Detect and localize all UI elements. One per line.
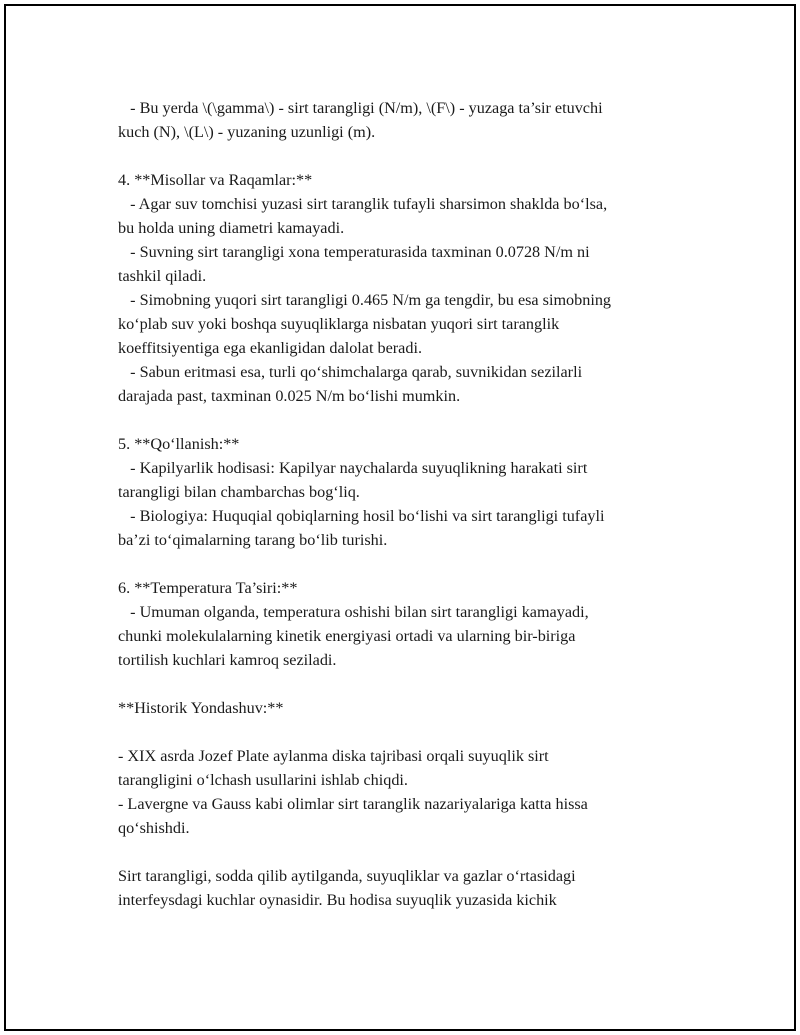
text-line: interfeysdagi kuchlar oynasidir. Bu hodisa suyuqlik yuzasida kichik bbox=[118, 891, 557, 909]
text-line: - XIX asrda Jozef Plate aylanma diska tajribasi orqali suyuqlik sirt bbox=[118, 747, 549, 765]
text-line: darajada past, taxminan 0.025 N/m bo‘lishi mumkin. bbox=[118, 387, 461, 405]
paragraph bbox=[118, 864, 698, 912]
paragraph bbox=[118, 576, 698, 672]
text-line: kuch (N), \(L\) - yuzaning uzunligi (m). bbox=[118, 123, 376, 141]
text-line: - Suvning sirt tarangligi xona temperaturasida taxminan 0.0728 N/m ni bbox=[118, 243, 590, 261]
text-line: ko‘plab suv yoki boshqa suyuqliklarga nisbatan yuqori sirt taranglik bbox=[118, 315, 560, 333]
text-line: Sirt tarangligi, sodda qilib aytilganda, suyuqliklar va gazlar o‘rtasidagi bbox=[118, 867, 576, 885]
text-line: - Biologiya: Huquqial qobiqlarning hosil bo‘lishi va sirt tarangligi tufayli bbox=[118, 507, 605, 525]
text-line: - Kapilyarlik hodisasi: Kapilyar naychalarda suyuqlikning harakati sirt bbox=[118, 459, 588, 477]
text-line: chunki molekulalarning kinetik energiyasi ortadi va ularning bir-biriga bbox=[118, 627, 576, 645]
text-line: 6. **Temperatura Ta’siri:** bbox=[118, 579, 298, 597]
paragraph bbox=[118, 168, 698, 408]
text-line: koeffitsiyentiga ega ekanligidan dalolat beradi. bbox=[118, 339, 423, 357]
text-line: ba’zi to‘qimalarning tarang bo‘lib turishi. bbox=[118, 531, 388, 549]
paragraph bbox=[118, 96, 698, 144]
paragraph bbox=[118, 744, 698, 840]
text-line: tortilish kuchlari kamroq seziladi. bbox=[118, 651, 337, 669]
document-body bbox=[118, 96, 698, 936]
text-line: 5. **Qo‘llanish:** bbox=[118, 435, 240, 453]
text-line: tarangligi bilan chambarchas bog‘liq. bbox=[118, 483, 360, 501]
text-line: - Agar suv tomchisi yuzasi sirt taranglik tufayli sharsimon shaklda bo‘lsa, bbox=[118, 195, 608, 213]
text-line: - Bu yerda \(\gamma\) - sirt tarangligi (N/m), \(F\) - yuzaga ta’sir etuvchi bbox=[118, 99, 603, 117]
text-line: - Simobning yuqori sirt tarangligi 0.465 N/m ga tengdir, bu esa simobning bbox=[118, 291, 612, 309]
text-line: tashkil qiladi. bbox=[118, 267, 207, 285]
paragraph bbox=[118, 432, 698, 552]
text-line: 4. **Misollar va Raqamlar:** bbox=[118, 171, 313, 189]
text-line: bu holda uning diametri kamayadi. bbox=[118, 219, 345, 237]
text-line: qo‘shishdi. bbox=[118, 819, 190, 837]
text-line: - Lavergne va Gauss kabi olimlar sirt taranglik nazariyalariga katta hissa bbox=[118, 795, 588, 813]
paragraph bbox=[118, 696, 698, 720]
text-line: - Umuman olganda, temperatura oshishi bilan sirt tarangligi kamayadi, bbox=[118, 603, 589, 621]
text-line: tarangligini o‘lchash usullarini ishlab chiqdi. bbox=[118, 771, 408, 789]
text-line: - Sabun eritmasi esa, turli qo‘shimchalarga qarab, suvnikidan sezilarli bbox=[118, 363, 583, 381]
text-line: **Historik Yondashuv:** bbox=[118, 699, 284, 717]
